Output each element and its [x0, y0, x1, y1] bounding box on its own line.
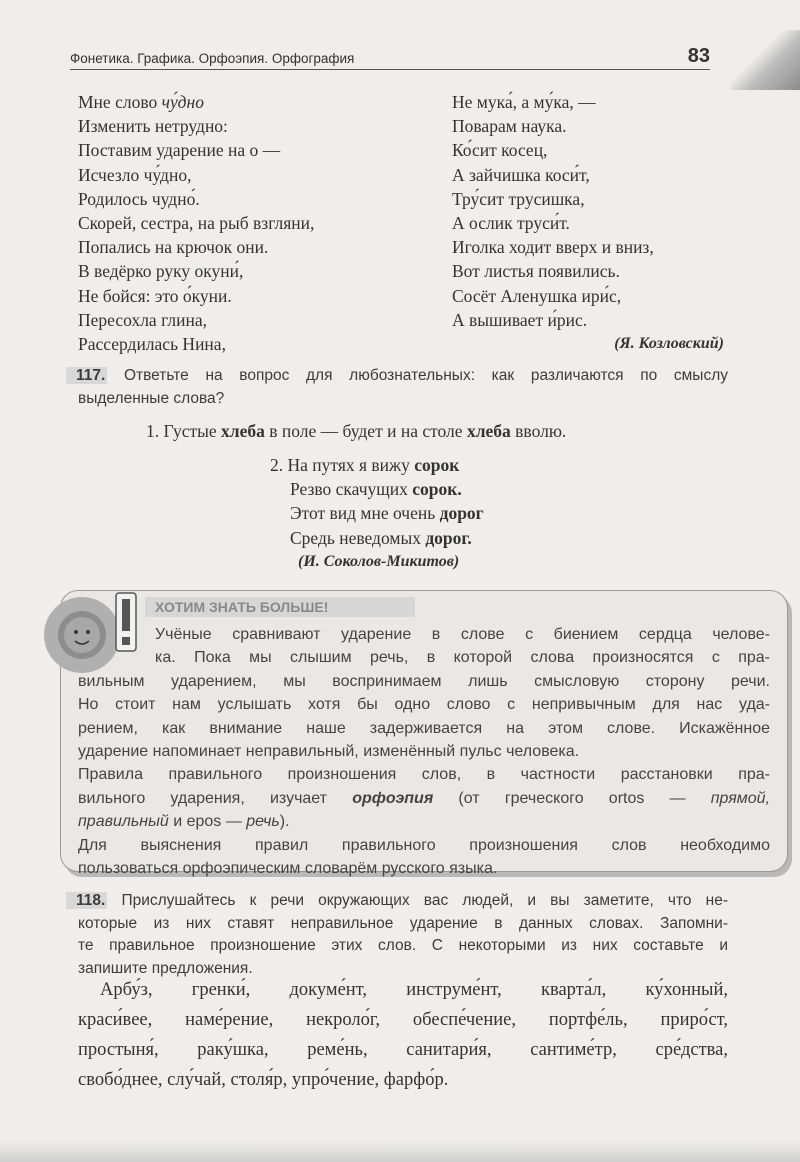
text: 2. На путях я вижу — [270, 455, 415, 475]
poem-line: Иголка ходит вверх и вниз, — [452, 237, 654, 258]
text: 1. Густые — [146, 421, 222, 441]
exercise-text: те правильное произношение этих слов. С некоторыми из них составьте и — [78, 937, 728, 954]
word-line: краси́вее, наме́рение, некроло́г, обеспе́чение, портфе́ль, приро́ст, — [78, 1010, 728, 1030]
word-line: Арбу́з, гренки́, докуме́нт, инструме́нт, кварта́л, ку́хонный, — [100, 980, 728, 1000]
bold-word: хлеба — [221, 421, 265, 441]
poem-line: Не бойся: это о́куни. — [78, 285, 232, 306]
poem-line: А ослик труси́т. — [452, 213, 570, 234]
poem-line: Скорей, сестра, на рыб взгляни, — [78, 213, 315, 234]
poem-line: Попались на крючок они. — [78, 237, 269, 258]
text-line: Правила правильного произношения слов, в частности расстановки пра- — [78, 766, 770, 784]
text-line: ударение напоминает неправильный, изменённый пульс человека. — [78, 743, 580, 761]
text: Этот вид мне очень — [290, 503, 440, 524]
poem-line: Пересохла глина, — [78, 309, 207, 330]
poem-line: Не мука́, а му́ка, — — [452, 92, 596, 112]
text-line: Учёные сравнивают ударение в слове с биением сердца челове- — [155, 626, 770, 643]
poem-author: (Я. Козловский) — [614, 335, 724, 353]
text-line — [78, 787, 770, 810]
text-line: рением, как внимание наше задерживается на этом слове. Искажённое — [78, 719, 770, 737]
text-line: пользоваться орфоэпическим словарём русского языка. — [78, 860, 498, 878]
exercise-117 — [78, 364, 728, 410]
poem-line — [270, 477, 484, 501]
text: ). — [279, 813, 290, 831]
poem-line: В ведёрко руку окуни́, — [78, 261, 244, 282]
word-list — [78, 975, 728, 1095]
exercise-text: которые из них ставят неправильное ударение в данных словах. Запомни- — [78, 914, 728, 932]
poem-line: Вот листья появились. — [452, 261, 620, 282]
section-title: Фонетика. Графика. Орфоэпия. Орфография — [70, 51, 355, 66]
word-line: свобо́днее, слу́чай, столя́р, упро́чение, фарфо́р. — [78, 1070, 449, 1090]
poem-line: А зайчишка коси́т, — [452, 164, 590, 185]
text: и epos — — [168, 813, 247, 831]
text: вволю. — [510, 421, 567, 441]
poem-line: Сосёт Аленушка ири́с, — [452, 285, 622, 306]
text-line: ка. Пока мы слышим речь, в которой слова произносятся с пра- — [155, 649, 770, 667]
poem-line: Родилось чудно́. — [78, 188, 200, 209]
bold-word: сорок — [414, 455, 460, 475]
text: Резво скачущих — [290, 479, 413, 500]
text: Средь неведомых — [290, 527, 426, 548]
text: вильного ударения, изучает — [78, 789, 353, 807]
italic-word: речь — [246, 813, 280, 831]
text: (от греческого ortos — — [433, 789, 711, 807]
poem-line — [270, 501, 484, 525]
bold-word: сорок. — [412, 479, 462, 500]
poem-italic-word: чу́дно — [161, 92, 204, 112]
page-bottom-edge — [0, 1140, 800, 1162]
text: в поле — будет и на столе — [264, 421, 467, 441]
bold-word: хлеба — [466, 421, 511, 441]
bold-word: дорог. — [425, 527, 472, 548]
poem-author: (И. Соколов-Микитов) — [298, 552, 460, 570]
poem-line — [270, 453, 484, 477]
bold-word: дорог — [439, 503, 484, 524]
poem-line: Изменить нетрудно: — [78, 116, 228, 137]
poem-line: А вышивает и́рис. — [452, 309, 588, 330]
term-orthoepy: орфоэпия — [352, 789, 434, 807]
italic-word: правильный — [78, 813, 169, 831]
poem-left-column — [78, 90, 314, 356]
exercise-118 — [78, 890, 728, 980]
text-line: вильным ударением, мы воспринимаем лишь смысловую сторону речи. — [78, 672, 770, 690]
text-line: Но стоит нам услышать хотя бы одно слово с непривычным для нас уда- — [78, 696, 770, 714]
info-box-text — [78, 623, 770, 880]
example-sentence-1 — [146, 419, 566, 443]
word-line: простыня́, раку́шка, реме́нь, санитари́я, сантиме́тр, сре́дства, — [78, 1040, 728, 1060]
poem-line — [270, 526, 484, 550]
text-line — [78, 810, 770, 833]
exercise-number: 118. — [66, 892, 107, 909]
example-poem-2 — [270, 453, 484, 574]
poem-right-column — [452, 90, 724, 356]
poem-line: Ко́сит косец, — [452, 140, 548, 161]
poem-line: Исчезло чу́дно, — [78, 164, 192, 185]
exercise-text: запишите предложения. — [78, 959, 253, 977]
exercise-text: Прислушайтесь к речи окружающих вас людей, и вы заметите, что не- — [121, 892, 728, 909]
running-header — [70, 45, 710, 70]
text-line: Для выяснения правил правильного произношения слов необходимо — [78, 836, 770, 854]
exercise-text: Ответьте на вопрос для любознательных: как различаются по смыслу — [123, 367, 728, 384]
exercise-text: выделенные слова? — [78, 390, 225, 407]
page-number: 83 — [687, 45, 710, 67]
poem-line: Мне слово чу́дно — [78, 92, 204, 112]
exercise-number: 117. — [66, 367, 107, 384]
poem-line: Тру́сит трусишка, — [452, 188, 585, 209]
page-corner-decoration — [730, 30, 800, 90]
poem-line: Рассердилась Нина, — [78, 334, 226, 355]
poem-line: Поварам наука. — [452, 116, 567, 137]
info-box-title: ХОТИМ ЗНАТЬ БОЛЬШЕ! — [145, 597, 415, 617]
poem-line: Поставим ударение на о — — [78, 140, 281, 161]
italic-word: прямой, — [710, 789, 771, 807]
